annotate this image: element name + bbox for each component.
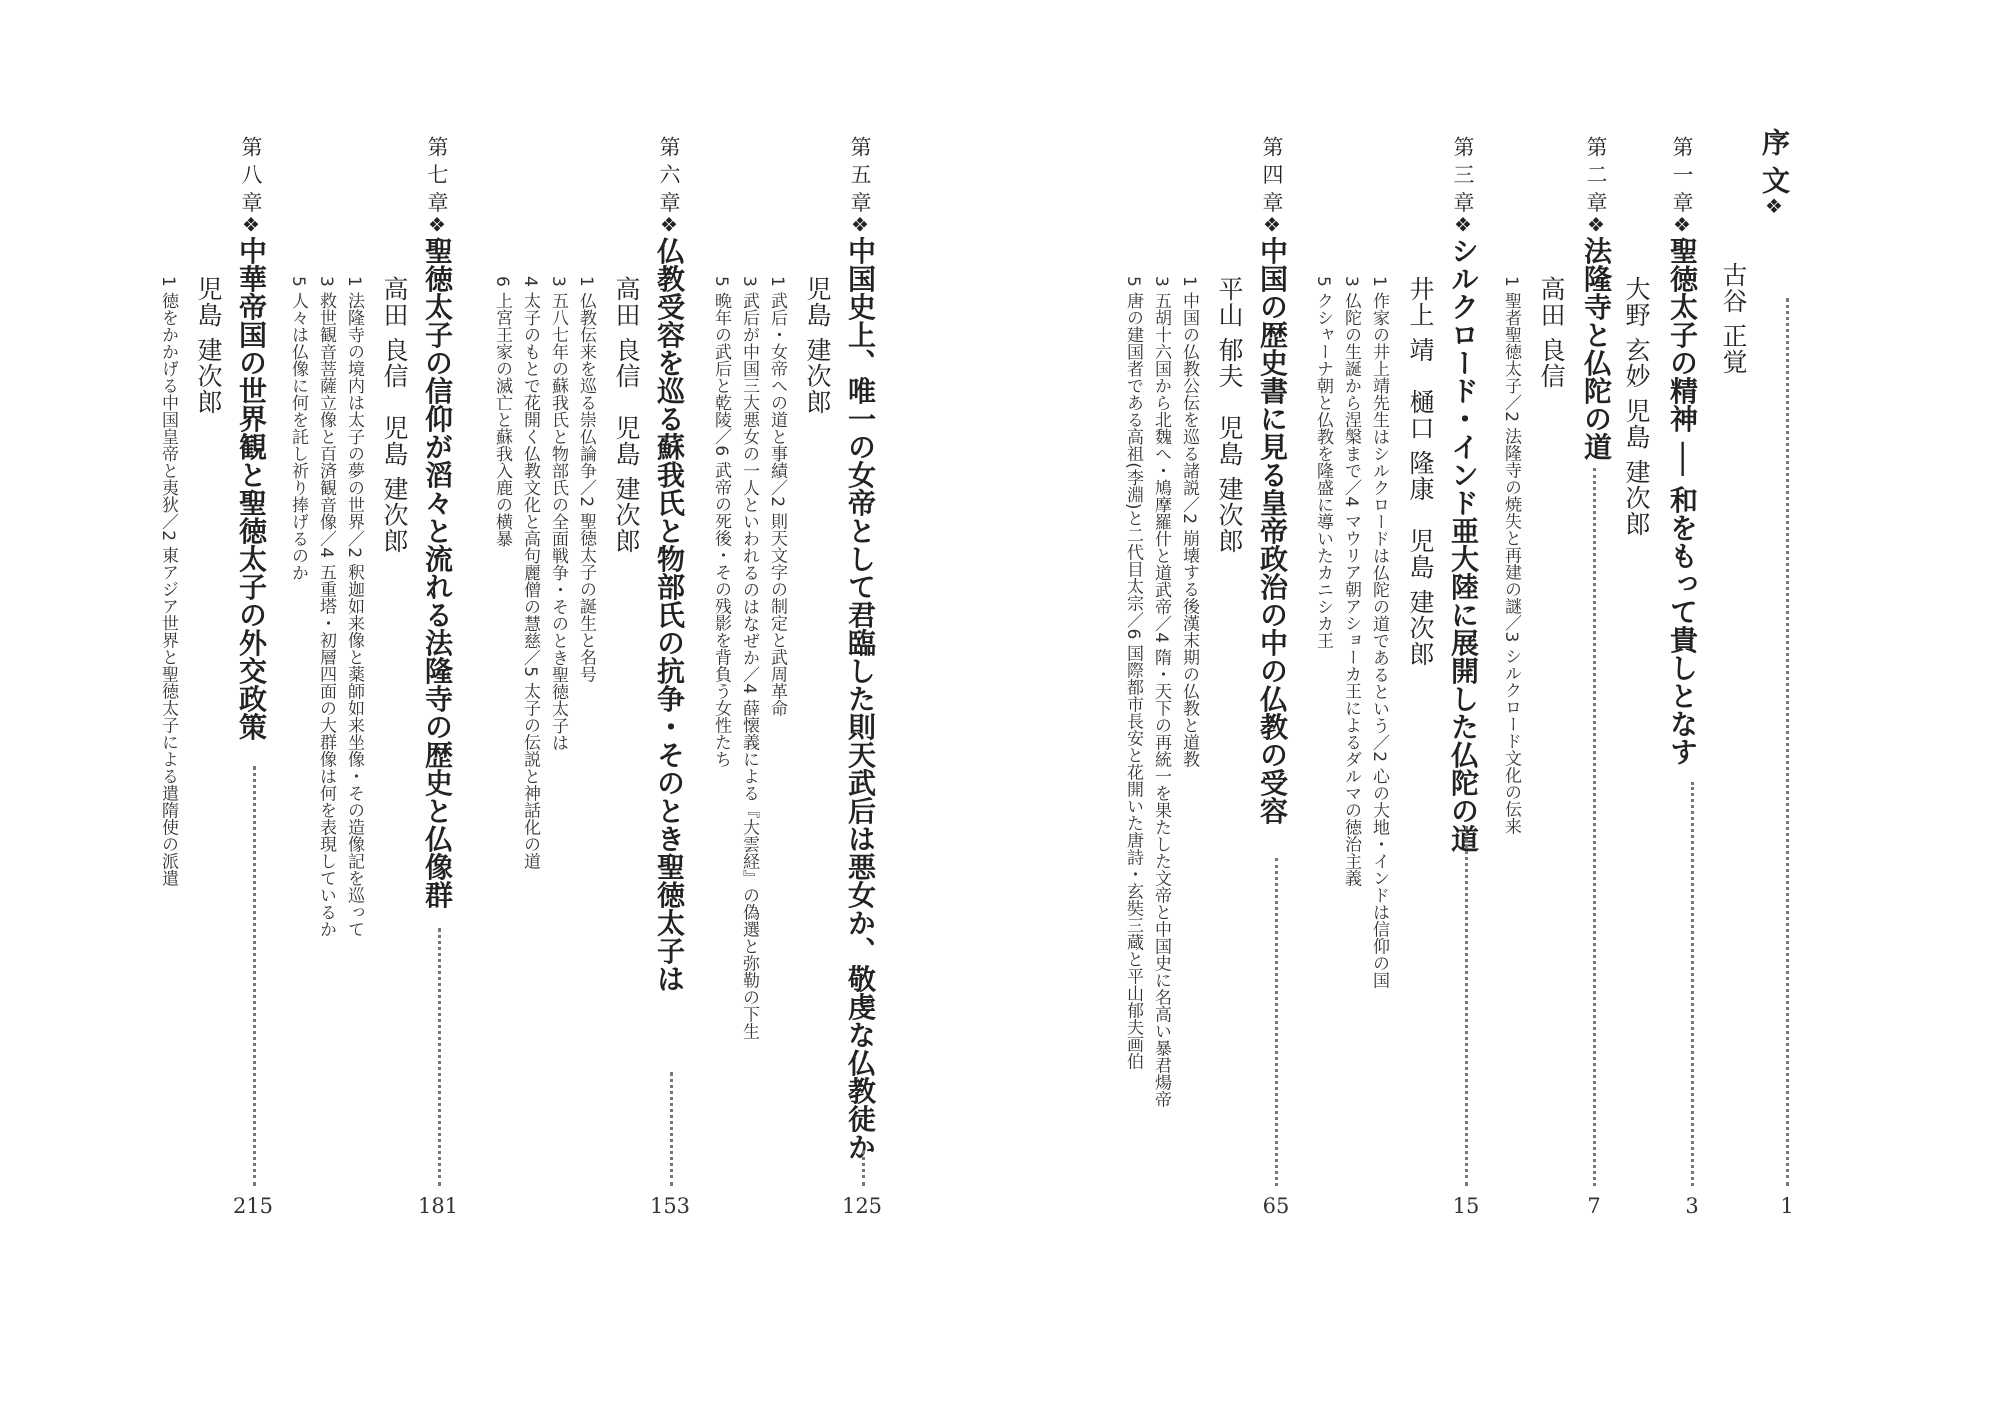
chapter-6-label: 第 六 章 [657, 136, 681, 213]
chapter-3-leader-dots [1465, 826, 1468, 1186]
preface-page-number: 1 [1780, 1194, 1794, 1218]
chapter-3-section-2: 3 仏陀の生誕から涅槃まで／4 マウリア朝アショーカ王によるダルマの徳治主義 [1341, 276, 1361, 887]
diamond-icon: ❖ [1260, 212, 1284, 237]
chapter-7-page-number: 181 [417, 1194, 459, 1218]
preface-label: 序 文 [1758, 128, 1791, 194]
chapter-8-authors: 児島 建次郎 [194, 276, 223, 415]
chapter-4-title: 中国の歴史書に見る皇帝政治の中の仏教の受容 [1256, 236, 1289, 825]
chapter-6-page-number: 153 [649, 1194, 691, 1218]
chapter-3-section-1: 1 作家の井上靖先生はシルクロードは仏陀の道であるという／2 心の大地・インドは信仰の国 [1369, 276, 1389, 989]
chapter-2-section-1: 1 聖者聖徳太子／2 法隆寺の焼失と再建の謎／3 シルクロード文化の伝来 [1501, 276, 1521, 835]
chapter-5-leader-dots [862, 1150, 865, 1186]
chapter-7-section-2: 3 救世観音菩薩立像と百済観音像／4 五重塔・初層四面の大群像は何を表現しているか [316, 276, 336, 938]
chapter-7-label: 第 七 章 [425, 136, 449, 213]
chapter-5-title: 中国史上、唯一の女帝として君臨した則天武后は悪女か、敬虔な仏教徒か [844, 236, 877, 1161]
chapter-6-authors: 高田 良信 児島 建次郎 [612, 276, 641, 554]
chapter-4-label: 第 四 章 [1260, 136, 1284, 213]
diamond-icon: ❖ [425, 212, 449, 237]
chapter-5-section-1: 1 武后・女帝への道と事績／2 則天文字の制定と武周革命 [767, 276, 787, 717]
diamond-icon: ❖ [848, 212, 872, 237]
chapter-5-heading [843, 136, 877, 1160]
chapter-1-leader-dots [1691, 782, 1694, 1186]
chapter-3-section-3: 5 クシャーナ朝と仏教を隆盛に導いたカニシカ王 [1313, 276, 1333, 650]
chapter-8-leader-dots [253, 766, 256, 1186]
chapter-4-section-3: 5 唐の建国者である高祖(李淵)と二代目太宗／6 国際都市長安と花開いた唐詩・玄奘三蔵と平山郁夫画伯 [1123, 276, 1143, 1070]
chapter-3-label: 第 三 章 [1451, 136, 1475, 213]
chapter-2-authors: 高田 良信 [1537, 276, 1566, 389]
chapter-1-heading [1665, 136, 1699, 766]
chapter-4-authors: 平山 郁夫 児島 建次郎 [1215, 276, 1244, 554]
chapter-2-leader-dots [1593, 468, 1596, 1186]
chapter-7-section-1: 1 法隆寺の境内は太子の夢の世界／2 釈迦如来像と薬師如来坐像・その造像記を巡って [344, 276, 364, 938]
chapter-5-label: 第 五 章 [848, 136, 872, 213]
chapter-5-section-3: 5 晩年の武后と乾陵／6 武帝の死後・その残影を背負う女性たち [711, 276, 731, 768]
chapter-8-title: 中華帝国の世界観と聖徳太子の外交政策 [235, 236, 268, 741]
diamond-icon: ❖ [1670, 212, 1694, 237]
chapter-2-heading [1579, 136, 1613, 460]
chapter-7-heading [420, 136, 454, 908]
chapter-4-leader-dots [1275, 858, 1278, 1186]
diamond-icon: ❖ [1762, 193, 1786, 218]
chapter-7-title: 聖徳太子の信仰が滔々と流れる法隆寺の歴史と仏像群 [421, 236, 454, 909]
chapter-4-section-2: 3 五胡十六国から北魏へ・鳩摩羅什と道武帝／4 隋・天下の再統一を果たした文帝と中国史に名高い暴君煬帝 [1151, 276, 1171, 1108]
diamond-icon: ❖ [657, 212, 681, 237]
chapter-3-heading [1446, 136, 1480, 852]
chapter-6-title: 仏教受容を巡る蘇我氏と物部氏の抗争・そのとき聖徳太子は [653, 236, 686, 993]
diamond-icon: ❖ [1451, 212, 1475, 237]
chapter-1-page-number: 3 [1685, 1194, 1699, 1218]
chapter-8-heading [234, 136, 268, 740]
chapter-7-section-3: 5 人々は仏像に何を託し祈り捧げるのか [288, 276, 308, 582]
chapter-6-heading [652, 136, 686, 992]
chapter-5-section-2: 3 武后が中国三大悪女の一人といわれるのはなぜか／4 薛懐義による『大雲経』の偽選と弥勒の下生 [739, 276, 759, 1040]
preface-author: 古谷 正覚 [1719, 262, 1748, 375]
diamond-icon: ❖ [1584, 212, 1608, 237]
chapter-1-authors: 大野 玄妙 児島 建次郎 [1622, 276, 1651, 537]
chapter-3-page-number: 15 [1452, 1194, 1480, 1218]
chapter-6-section-2: 3 五八七年の蘇我氏と物部氏の全面戦争・そのとき聖徳太子は [548, 276, 568, 752]
chapter-2-title: 法隆寺と仏陀の道 [1580, 236, 1613, 461]
chapter-4-section-1: 1 中国の仏教公伝を巡る諸説／2 崩壊する後漢末期の仏教と道教 [1179, 276, 1199, 768]
chapter-6-section-3: 4 太子のもとで花開く仏教文化と高句麗僧の慧慈／5 太子の伝説と神話化の道 [520, 276, 540, 870]
chapter-8-section-1: 1 徳をかかげる中国皇帝と夷狄／2 東アジア世界と聖徳太子による遣隋使の派遣 [158, 276, 178, 887]
preface-heading [1757, 128, 1791, 218]
chapter-6-leader-dots [670, 1072, 673, 1186]
chapter-7-leader-dots [438, 928, 441, 1186]
chapter-2-label: 第 二 章 [1584, 136, 1608, 213]
preface-leader-dots [1786, 298, 1789, 1186]
chapter-1-title: 聖徳太子の精神 ── 和をもって貴しとなす [1666, 236, 1699, 766]
chapter-5-authors: 児島 建次郎 [803, 276, 832, 415]
chapter-3-authors: 井上 靖 樋口 隆康 児島 建次郎 [1406, 276, 1435, 667]
chapter-2-page-number: 7 [1587, 1194, 1601, 1218]
chapter-8-label: 第 八 章 [239, 136, 263, 213]
chapter-6-section-4: 6 上宮王家の滅亡と蘇我入鹿の横暴 [492, 276, 512, 548]
chapter-4-heading [1255, 136, 1289, 824]
chapter-8-page-number: 215 [232, 1194, 274, 1218]
chapter-6-section-1: 1 仏教伝来を巡る崇仏論争／2 聖徳太子の誕生と名号 [576, 276, 596, 683]
diamond-icon: ❖ [239, 212, 263, 237]
chapter-7-authors: 高田 良信 児島 建次郎 [380, 276, 409, 554]
chapter-1-label: 第 一 章 [1670, 136, 1694, 213]
chapter-3-title: シルクロード・インド亜大陸に展開した仏陀の道 [1447, 236, 1480, 853]
chapter-4-page-number: 65 [1262, 1194, 1290, 1218]
chapter-5-page-number: 125 [841, 1194, 883, 1218]
